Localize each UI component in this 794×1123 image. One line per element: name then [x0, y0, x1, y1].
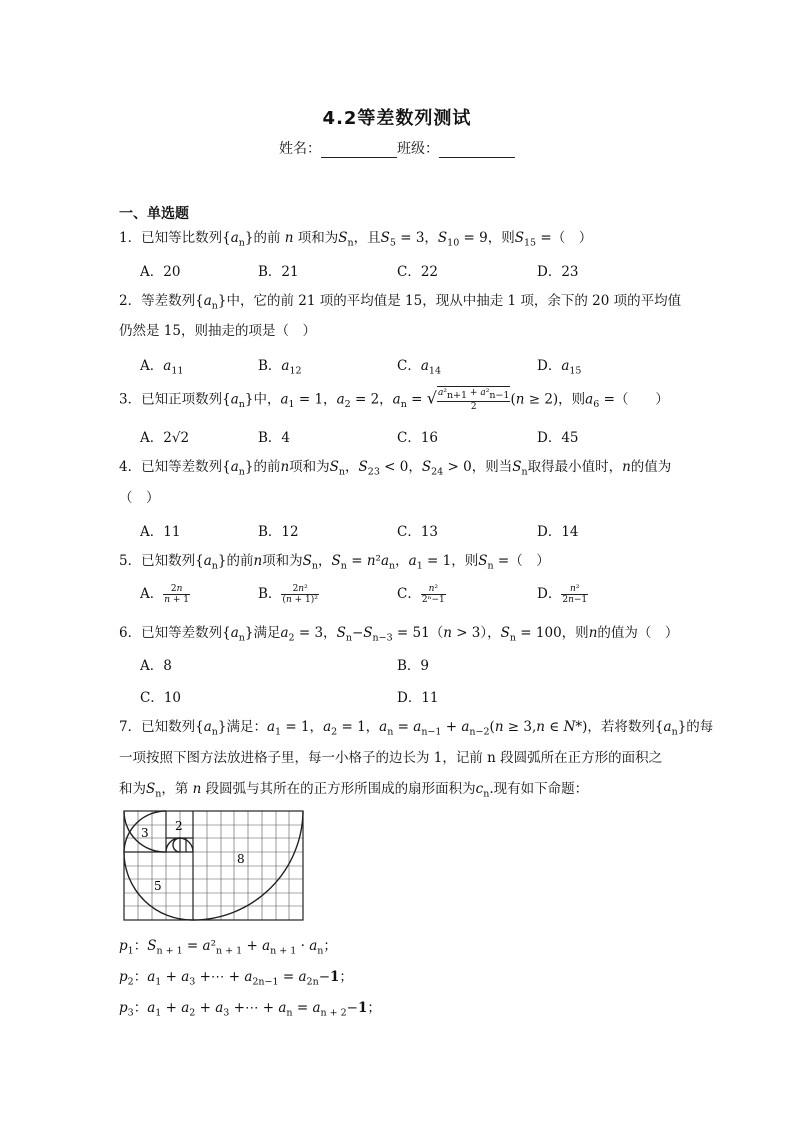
section-title: 一、单选题	[119, 206, 189, 222]
proposition-p1: $p_1$：$S_{n + 1} = a^2_{n + 1} + a_{n + 1} \cdot a_n$；	[119, 938, 337, 957]
question-7-stem-line-2: 一项按照下图方法放进格子里，每一小格子的边长为 1，记前 n 段圆弧所在正方形的面积之	[119, 750, 663, 766]
fibonacci-spiral-figure	[118, 806, 308, 926]
question-4-option-c[interactable]: C．13	[397, 524, 439, 540]
question-5-option-d[interactable]: D． $\frac{\text{n²}}{2n-1}$	[537, 584, 588, 605]
question-4-option-d[interactable]: D．14	[537, 524, 579, 540]
proposition-p2: $p_2$：$a_1 + a_3$ +⋯ + $a_{2n-1} = a_{2n}-1$；	[119, 969, 353, 988]
student-info-line	[0, 138, 794, 158]
question-6-option-a[interactable]: A．8	[140, 658, 172, 674]
question-2-option-b[interactable]: B．$a_{12}$	[258, 358, 302, 377]
figure-label-5: 5	[154, 879, 162, 893]
question-3-option-b[interactable]: B．4	[258, 430, 291, 446]
question-3-option-d[interactable]: D．45	[537, 430, 579, 446]
question-1-option-b[interactable]: B．21	[258, 264, 299, 280]
question-7-stem-line-3: 和为$S_n$，第 n 段圆弧与其所在的正方形所围成的扇形面积为$c_n$.现有如下命题：	[119, 781, 589, 800]
question-2-option-d[interactable]: D．$a_{15}$	[537, 358, 582, 377]
name-label: 姓名：	[279, 141, 321, 157]
question-1-stem: 1．已知等比数列$\{a_n\}$的前 n 项和为$S_n$，且$S_5 = 3$，$S_{10} = 9$，则$S_{15}$ =（ ）	[119, 230, 593, 249]
question-7-stem-line-1: 7．已知数列$\{a_n\}$满足：$a_1 = 1$，$a_2 = 1$，$a_n = a_{n-1} + a_{n-2}(n \ge 3,n$ ∈ N*)，若将数列$\{a_n\}$的每	[119, 719, 714, 738]
question-2-option-c[interactable]: C．$a_{14}$	[397, 358, 441, 377]
question-1-option-c[interactable]: C．22	[397, 264, 439, 280]
figure-label-8: 8	[237, 852, 245, 866]
class-blank[interactable]	[439, 143, 515, 158]
grid-lines	[124, 811, 303, 920]
question-5-option-a[interactable]: A． $\frac{2n}{n + 1}$	[140, 584, 190, 605]
question-5-stem: 5．已知数列$\{a_n\}$的前n项和为$S_n$，$S_n = n^2a_n$，$a_1 = 1$，则$S_n$ =（ ）	[119, 553, 550, 572]
question-3-stem: 3．已知正项数列$\{a_n\}$中，$a_1 = 1$，$a_2 = 2$，$a_n$ = √ $\frac{a^2_{n+1} + a^2_{n-1}}{2}$ (n ≥ 2)，则$a_6$ =（ ）	[119, 388, 669, 412]
name-blank[interactable]	[321, 143, 397, 158]
question-5-option-b[interactable]: B． $\frac{\text{2n²}}{\text{(n + 1)²}}$	[258, 584, 318, 605]
question-4-option-b[interactable]: B．12	[258, 524, 299, 540]
question-4-stem-line-2: （ ）	[119, 490, 160, 506]
question-5-option-c[interactable]: C． $\frac{\text{n²}}{\text{2ⁿ−1}}$	[397, 584, 445, 605]
question-2-stem-line-1: 2．等差数列$\{a_n\}$中，它的前 21 项的平均值是 15，现从中抽走 1 项，余下的 20 项的平均值	[119, 293, 682, 312]
figure-label-2: 2	[175, 819, 183, 833]
proposition-p3: $p_3$：$a_1 + a_2 + a_3$ +⋯ + $a_n = a_{n + 2}-1$；	[119, 1000, 381, 1019]
class-label: 班级：	[397, 141, 439, 157]
question-6-option-c[interactable]: C．10	[140, 690, 182, 706]
question-4-option-a[interactable]: A．11	[140, 524, 181, 540]
question-6-option-b[interactable]: B．9	[397, 658, 430, 674]
question-3-option-c[interactable]: C．16	[397, 430, 439, 446]
question-6-stem: 6．已知等差数列$\{a_n\}$满足$a_2 = 3$，$S_n-S_{n-3} = 51(n > 3)$，$S_n = 100$，则n的值为（ ）	[119, 625, 679, 644]
question-3-option-a[interactable]: A．2√2	[140, 430, 190, 446]
question-2-stem-line-2: 仍然是 15，则抽走的项是（ ）	[119, 323, 316, 339]
page-title: 4.2等差数列测试	[322, 108, 472, 129]
question-1-option-a[interactable]: A．20	[140, 264, 181, 280]
question-6-option-d[interactable]: D．11	[397, 690, 439, 706]
question-1-option-d[interactable]: D．23	[537, 264, 579, 280]
question-4-stem-line-1: 4．已知等差数列$\{a_n\}$的前n项和为$S_n$，$S_{23} < 0$，$S_{24} > 0$，则当$S_n$取得最小值时，n的值为	[119, 459, 672, 478]
figure-label-3: 3	[141, 826, 149, 840]
question-2-option-a[interactable]: A．$a_{11}$	[140, 358, 184, 377]
